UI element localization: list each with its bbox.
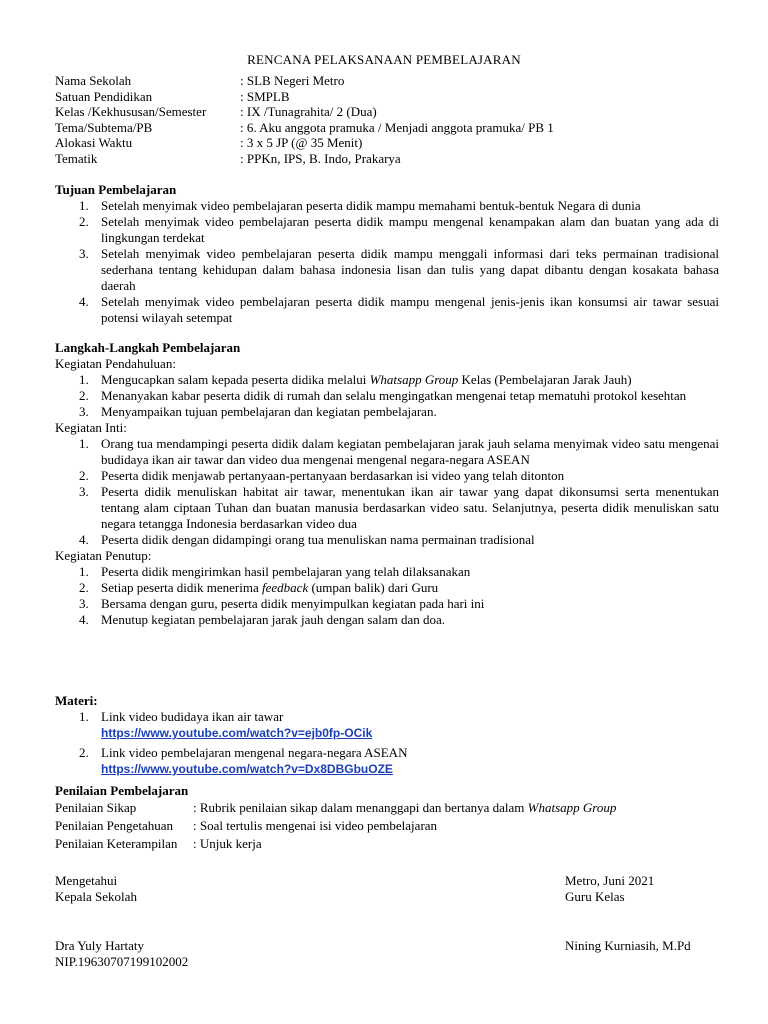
list-item: 1. Mengucapkan salam kepada peserta didika melalui Whatsapp Group Kelas (Pembelajaran Jarak Jauh) — [79, 372, 632, 387]
assessment-section — [55, 783, 719, 852]
info-row-class — [55, 104, 735, 120]
video-link-asean[interactable]: https://www.youtube.com/watch?v=Dx8DBGbuOZE — [101, 762, 393, 776]
list-item: 4. Setelah menyimak video pembelajaran peserta didik mampu mengenal jenis-jenis ikan konsumsi air tawar sesuai potensi wilayah setempat — [79, 294, 719, 325]
closing-list — [55, 564, 719, 628]
list-item: 2. Menanyakan kabar peserta didik di rumah dan selalu mengingatkan mengenai tetap mematuhi protokol kesehtan — [79, 388, 687, 403]
info-value: : 3 x 5 JP (@ 35 Menit) — [240, 135, 363, 151]
signature-left: Mengetahui Kepala Sekolah — [55, 873, 137, 904]
list-item: 3. Peserta didik menuliskan habitat air tawar, menentukan ikan air tawar yang dapat dikonsumsi serta menentukan tentang alam ciptaan Tuhan dan buatan manusia berdasarkan video satu. Selanjutnya, peserta didik menuliskan satu negara tetangga Indonesia berdasarkan video dua — [79, 484, 719, 531]
list-item: 1. Setelah menyimak video pembelajaran peserta didik mampu memahami bentuk-bentuk Negara di dunia — [79, 198, 641, 213]
objectives-list — [55, 198, 719, 326]
list-item: 1. Orang tua mendampingi peserta didik dalam kegiatan pembelajaran jarak jauh selama menyimak video satu mengenai budidaya ikan air tawar dan video dua mengenai mengenal negara-negara ASEAN — [79, 436, 719, 467]
steps-section — [55, 340, 719, 628]
info-value: : SMPLB — [240, 88, 290, 104]
info-value: : IX /Tunagrahita/ 2 (Dua) — [240, 104, 377, 120]
assessment-row-attitude: Penilaian Sikap : Rubrik penilaian sikap dalam menanggapi dan bertanya dalam Whatsapp Group — [55, 800, 617, 815]
document-title: RENCANA PELAKSANAAN PEMBELAJARAN — [247, 52, 521, 67]
info-label: Alokasi Waktu — [55, 135, 133, 151]
materials-list — [55, 709, 719, 777]
info-row-time — [55, 135, 735, 151]
core-list — [55, 436, 719, 548]
identity-table — [55, 73, 735, 167]
list-item: 4. Peserta didik dengan didampingi orang tua menuliskan nama permainan tradisional — [79, 532, 535, 547]
list-item: 2. Link video pembelajaran mengenal negara-negara ASEAN https://www.youtube.com/watch?v=Dx8DBGbuOZE — [79, 745, 408, 776]
opening-list — [55, 372, 719, 420]
list-item: 3. Bersama dengan guru, peserta didik menyimpulkan kegiatan pada hari ini — [79, 596, 485, 611]
info-row-thematic — [55, 151, 735, 167]
steps-heading: Langkah-Langkah Pembelajaran — [55, 340, 241, 355]
signature-left-name: Dra Yuly Hartaty NIP.19630707199102002 — [55, 938, 189, 969]
assessment-row-skill: Penilaian Keterampilan : Unjuk kerja — [55, 836, 262, 851]
core-label: Kegiatan Inti: — [55, 420, 127, 435]
info-label: Nama Sekolah — [55, 73, 132, 88]
info-value: : SLB Negeri Metro — [240, 73, 345, 88]
list-item: 2. Setelah menyimak video pembelajaran peserta didik mampu mengenal kenampakan alam dan buatan yang ada di lingkungan terdekat — [79, 214, 719, 245]
signature-right: Metro, Juni 2021 Guru Kelas — [565, 873, 655, 904]
info-value: : 6. Aku anggota pramuka / Menjadi anggota pramuka/ PB 1 — [240, 119, 554, 135]
list-item: 4. Menutup kegiatan pembelajaran jarak jauh dengan salam dan doa. — [79, 612, 446, 627]
closing-label: Kegiatan Penutup: — [55, 548, 152, 563]
objectives-heading: Tujuan Pembelajaran — [55, 182, 177, 197]
materials-heading: Materi: — [55, 693, 98, 708]
opening-label: Kegiatan Pendahuluan: — [55, 356, 176, 371]
info-label: Satuan Pendidikan — [55, 88, 153, 104]
info-label: Kelas /Kekhususan/Semester — [55, 104, 207, 120]
video-link-fish[interactable]: https://www.youtube.com/watch?v=ejb0fp-OCik — [101, 726, 373, 740]
info-row-unit — [55, 89, 735, 105]
list-item: 1. Link video budidaya ikan air tawar https://www.youtube.com/watch?v=ejb0fp-OCik — [79, 709, 373, 740]
info-row-school — [55, 73, 735, 89]
list-item: 3. Menyampaikan tujuan pembelajaran dan kegiatan pembelajaran. — [79, 404, 437, 419]
info-label: Tema/Subtema/PB — [55, 119, 153, 135]
list-item: 1. Peserta didik mengirimkan hasil pembelajaran yang telah dilaksanakan — [79, 564, 471, 579]
objectives-section — [55, 182, 719, 326]
list-item: 2. Setiap peserta didik menerima feedback (umpan balik) dari Guru — [79, 580, 439, 595]
signature-right-name: Nining Kurniasih, M.Pd — [565, 938, 691, 953]
materials-section — [55, 693, 719, 777]
list-item: 2. Peserta didik menjawab pertanyaan-pertanyaan berdasarkan isi video yang telah ditonton — [79, 468, 565, 483]
info-label: Tematik — [55, 150, 98, 166]
assessment-row-knowledge: Penilaian Pengetahuan : Soal tertulis mengenai isi video pembelajaran — [55, 818, 438, 833]
assessment-heading: Penilaian Pembelajaran — [55, 783, 189, 798]
list-item: 3. Setelah menyimak video pembelajaran peserta didik mampu menggali informasi dari teks permainan tradisional sederhana tentang kehidupan dalam bahasa indonesia lisan dan tulis yang dapat dibantu dengan kosakata bahasa daerah — [79, 246, 719, 293]
info-row-theme — [55, 120, 735, 136]
info-value: : PPKn, IPS, B. Indo, Prakarya — [240, 150, 401, 166]
